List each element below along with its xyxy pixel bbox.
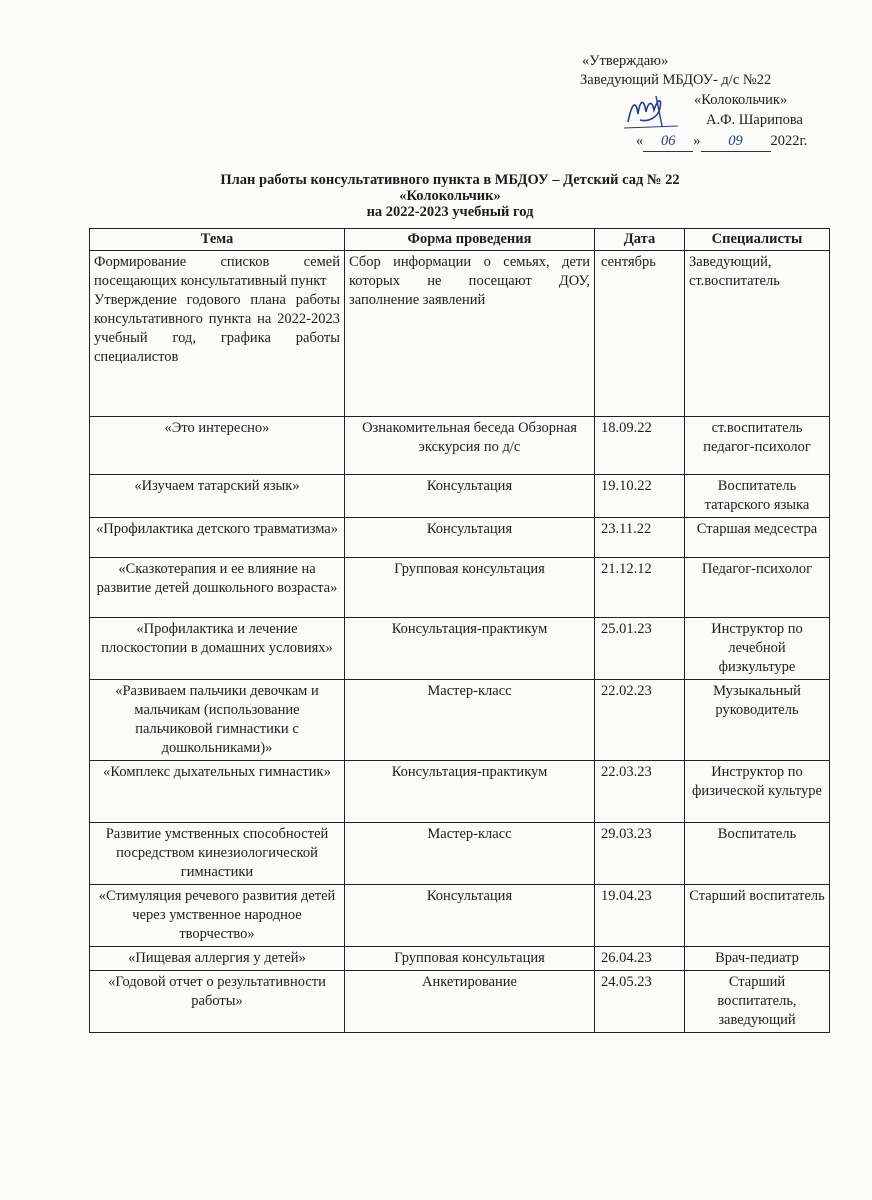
cell-topic: «Годовой отчет о результативности работы» — [90, 971, 345, 1033]
table-row — [90, 680, 830, 761]
cell-form: Групповая консультация — [345, 947, 595, 971]
title-line-1: План работы консультативного пункта в МБДОУ – Детский сад № 22 — [220, 172, 680, 188]
cell-form: Мастер-класс — [345, 823, 595, 885]
document-title — [90, 172, 810, 220]
approval-name: А.Ф. Шарипова — [706, 112, 803, 128]
cell-specialists: Старший воспитатель — [685, 885, 830, 947]
cell-form: Анкетирование — [345, 971, 595, 1033]
table-row — [90, 823, 830, 885]
cell-date: 29.03.23 — [595, 823, 685, 885]
cell-date: 26.04.23 — [595, 947, 685, 971]
table-row — [90, 475, 830, 518]
cell-form: Консультация — [345, 518, 595, 558]
cell-form: Консультация — [345, 475, 595, 518]
approval-heading: «Утверждаю» — [582, 53, 669, 69]
cell-date: 22.02.23 — [595, 680, 685, 761]
table-row — [90, 417, 830, 475]
cell-topic: «Стимуляция речевого развития детей через умственное народное творчество» — [90, 885, 345, 947]
header-date: Дата — [595, 229, 685, 251]
cell-specialists: Воспитатель татарского языка — [685, 475, 830, 518]
approval-month: 09 — [701, 132, 771, 152]
signature-icon — [622, 92, 682, 132]
cell-date: 19.10.22 — [595, 475, 685, 518]
cell-topic: «Профилактика детского травматизма» — [90, 518, 345, 558]
header-specialists: Специалисты — [685, 229, 830, 251]
cell-topic: Формирование списков семей посещающих консультативный пункт Утверждение годового плана работы консультативного пункта на 2022-2023 учебный год, графика работы специалистов — [90, 251, 345, 417]
cell-specialists: Инструктор по лечебной физкультуре — [685, 618, 830, 680]
table-row — [90, 618, 830, 680]
cell-form: Групповая консультация — [345, 558, 595, 618]
cell-form: Мастер-класс — [345, 680, 595, 761]
title-line-3: на 2022-2023 учебный год — [366, 204, 534, 220]
header-form: Форма проведения — [345, 229, 595, 251]
cell-form: Сбор информации о семьях, дети которых не посещают ДОУ, заполнение заявлений — [345, 251, 595, 417]
cell-topic: «Профилактика и лечение плоскостопии в домашних условиях» — [90, 618, 345, 680]
cell-form: Консультация-практикум — [345, 761, 595, 823]
approval-year: 2022г. — [770, 133, 808, 149]
approval-position: Заведующий МБДОУ- д/с №22 — [580, 72, 772, 88]
cell-date: 22.03.23 — [595, 761, 685, 823]
approval-date: « 06 » 09 2022г. — [636, 132, 807, 152]
title-line-2: «Колокольчик» — [399, 188, 501, 204]
approval-organization: «Колокольчик» — [694, 92, 788, 108]
header-topic: Тема — [90, 229, 345, 251]
cell-date: 21.12.12 — [595, 558, 685, 618]
table-row — [90, 251, 830, 417]
cell-topic: «Изучаем татарский язык» — [90, 475, 345, 518]
table-row — [90, 518, 830, 558]
table-header-row — [90, 229, 830, 251]
cell-form: Консультация-практикум — [345, 618, 595, 680]
cell-form: Ознакомительная беседа Обзорная экскурсия по д/с — [345, 417, 595, 475]
table-row — [90, 947, 830, 971]
table-row — [90, 885, 830, 947]
cell-topic: Развитие умственных способностей посредством кинезиологической гимнастики — [90, 823, 345, 885]
cell-date: сентябрь — [595, 251, 685, 417]
cell-topic: «Пищевая аллергия у детей» — [90, 947, 345, 971]
approval-day: 06 — [643, 132, 693, 152]
table-row — [90, 971, 830, 1033]
cell-specialists: Старшая медсестра — [685, 518, 830, 558]
cell-specialists: Педагог-психолог — [685, 558, 830, 618]
table-row — [90, 558, 830, 618]
plan-table — [89, 228, 830, 1033]
cell-date: 19.04.23 — [595, 885, 685, 947]
cell-date: 24.05.23 — [595, 971, 685, 1033]
cell-date: 23.11.22 — [595, 518, 685, 558]
cell-topic: «Развиваем пальчики девочкам и мальчикам (использование пальчиковой гимнастики с дошкольниками)» — [90, 680, 345, 761]
table-row — [90, 761, 830, 823]
cell-specialists: Воспитатель — [685, 823, 830, 885]
cell-topic: «Это интересно» — [90, 417, 345, 475]
cell-topic: «Сказкотерапия и ее влияние на развитие детей дошкольного возраста» — [90, 558, 345, 618]
cell-specialists: Заведующий, ст.воспитатель — [685, 251, 830, 417]
cell-date: 18.09.22 — [595, 417, 685, 475]
cell-form: Консультация — [345, 885, 595, 947]
cell-specialists: Старший воспитатель, заведующий — [685, 971, 830, 1033]
cell-specialists: Музыкальный руководитель — [685, 680, 830, 761]
cell-topic: «Комплекс дыхательных гимнастик» — [90, 761, 345, 823]
cell-specialists: Инструктор по физической культуре — [685, 761, 830, 823]
cell-specialists: ст.воспитатель педагог-психолог — [685, 417, 830, 475]
cell-date: 25.01.23 — [595, 618, 685, 680]
cell-specialists: Врач-педиатр — [685, 947, 830, 971]
